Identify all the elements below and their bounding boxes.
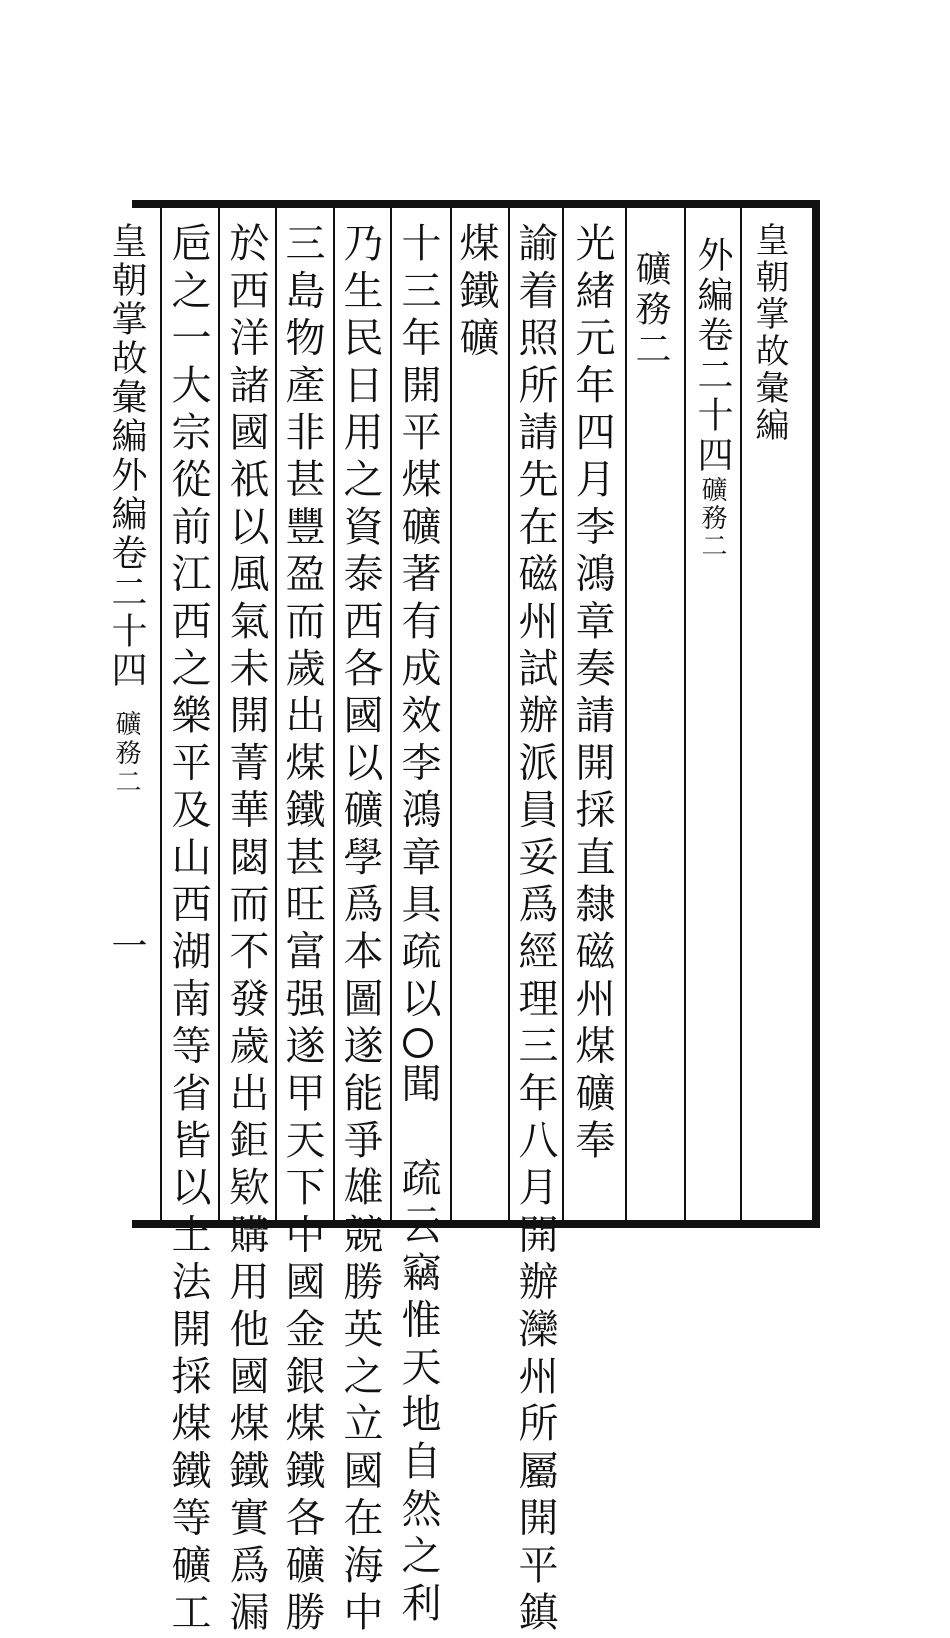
text-column-6: 三島物產非甚豐盈而歲出煤鐵甚旺富强遂甲天下中國金銀煤鐵各礦勝 [279,222,325,1638]
column-rule [160,208,162,1220]
text-column-4-part1: 十三年開平煤礦著有成效李鴻章具疏以 [395,222,441,1025]
folio-number: 一 [106,927,147,966]
gutter-line [740,208,742,1220]
footer-book-title: 皇朝掌故彙編 [106,222,147,456]
text-column-5: 乃生民日用之資泰西各國以礦學爲本圖遂能爭雄競勝英之立國在海中 [337,222,383,1638]
column-rule [562,208,564,1220]
column-rule [625,208,627,1220]
text-column-4-part2: 聞 疏云竊惟天地自然之利 [395,1062,441,1629]
book-title: 皇朝掌故彙編 [749,222,789,444]
section-heading: 礦務二 [630,250,671,370]
volume-label [692,236,733,1226]
text-column-3: 煤鐵礦 [453,222,499,364]
text-column-2: 諭着照所請先在磁州試辦派員妥爲經理三年八月開辦灤州所屬開平鎮 [512,222,558,1638]
column-rule [508,208,510,1220]
column-rule [684,208,686,1220]
column-rule [218,208,220,1220]
volume-section-label: 礦務二 [697,476,727,560]
text-column-4 [395,222,441,1629]
text-column-8: 巵之一大宗從前江西之樂平及山西湖南等省皆以土法開採煤鐵等礦工 [165,222,211,1638]
text-column-1: 光緒元年四月李鴻章奏請開採直隸磁州煤礦奉 [569,222,615,1166]
footer-volume-label: 外編卷二十四 [106,456,147,690]
column-rule [390,208,392,1220]
column-rule [450,208,452,1220]
page-footer [106,222,147,1222]
text-column-7: 於西洋諸國祇以風氣未開菁華閟而不發歲出鉅欵購用他國煤鐵實爲漏 [223,222,269,1638]
column-rule [275,208,277,1220]
volume-label-text: 外編卷二十四 [692,236,733,476]
honorific-circle-mark [403,1028,433,1058]
footer-section-label: 礦務二 [111,710,141,797]
column-rule [333,208,335,1220]
